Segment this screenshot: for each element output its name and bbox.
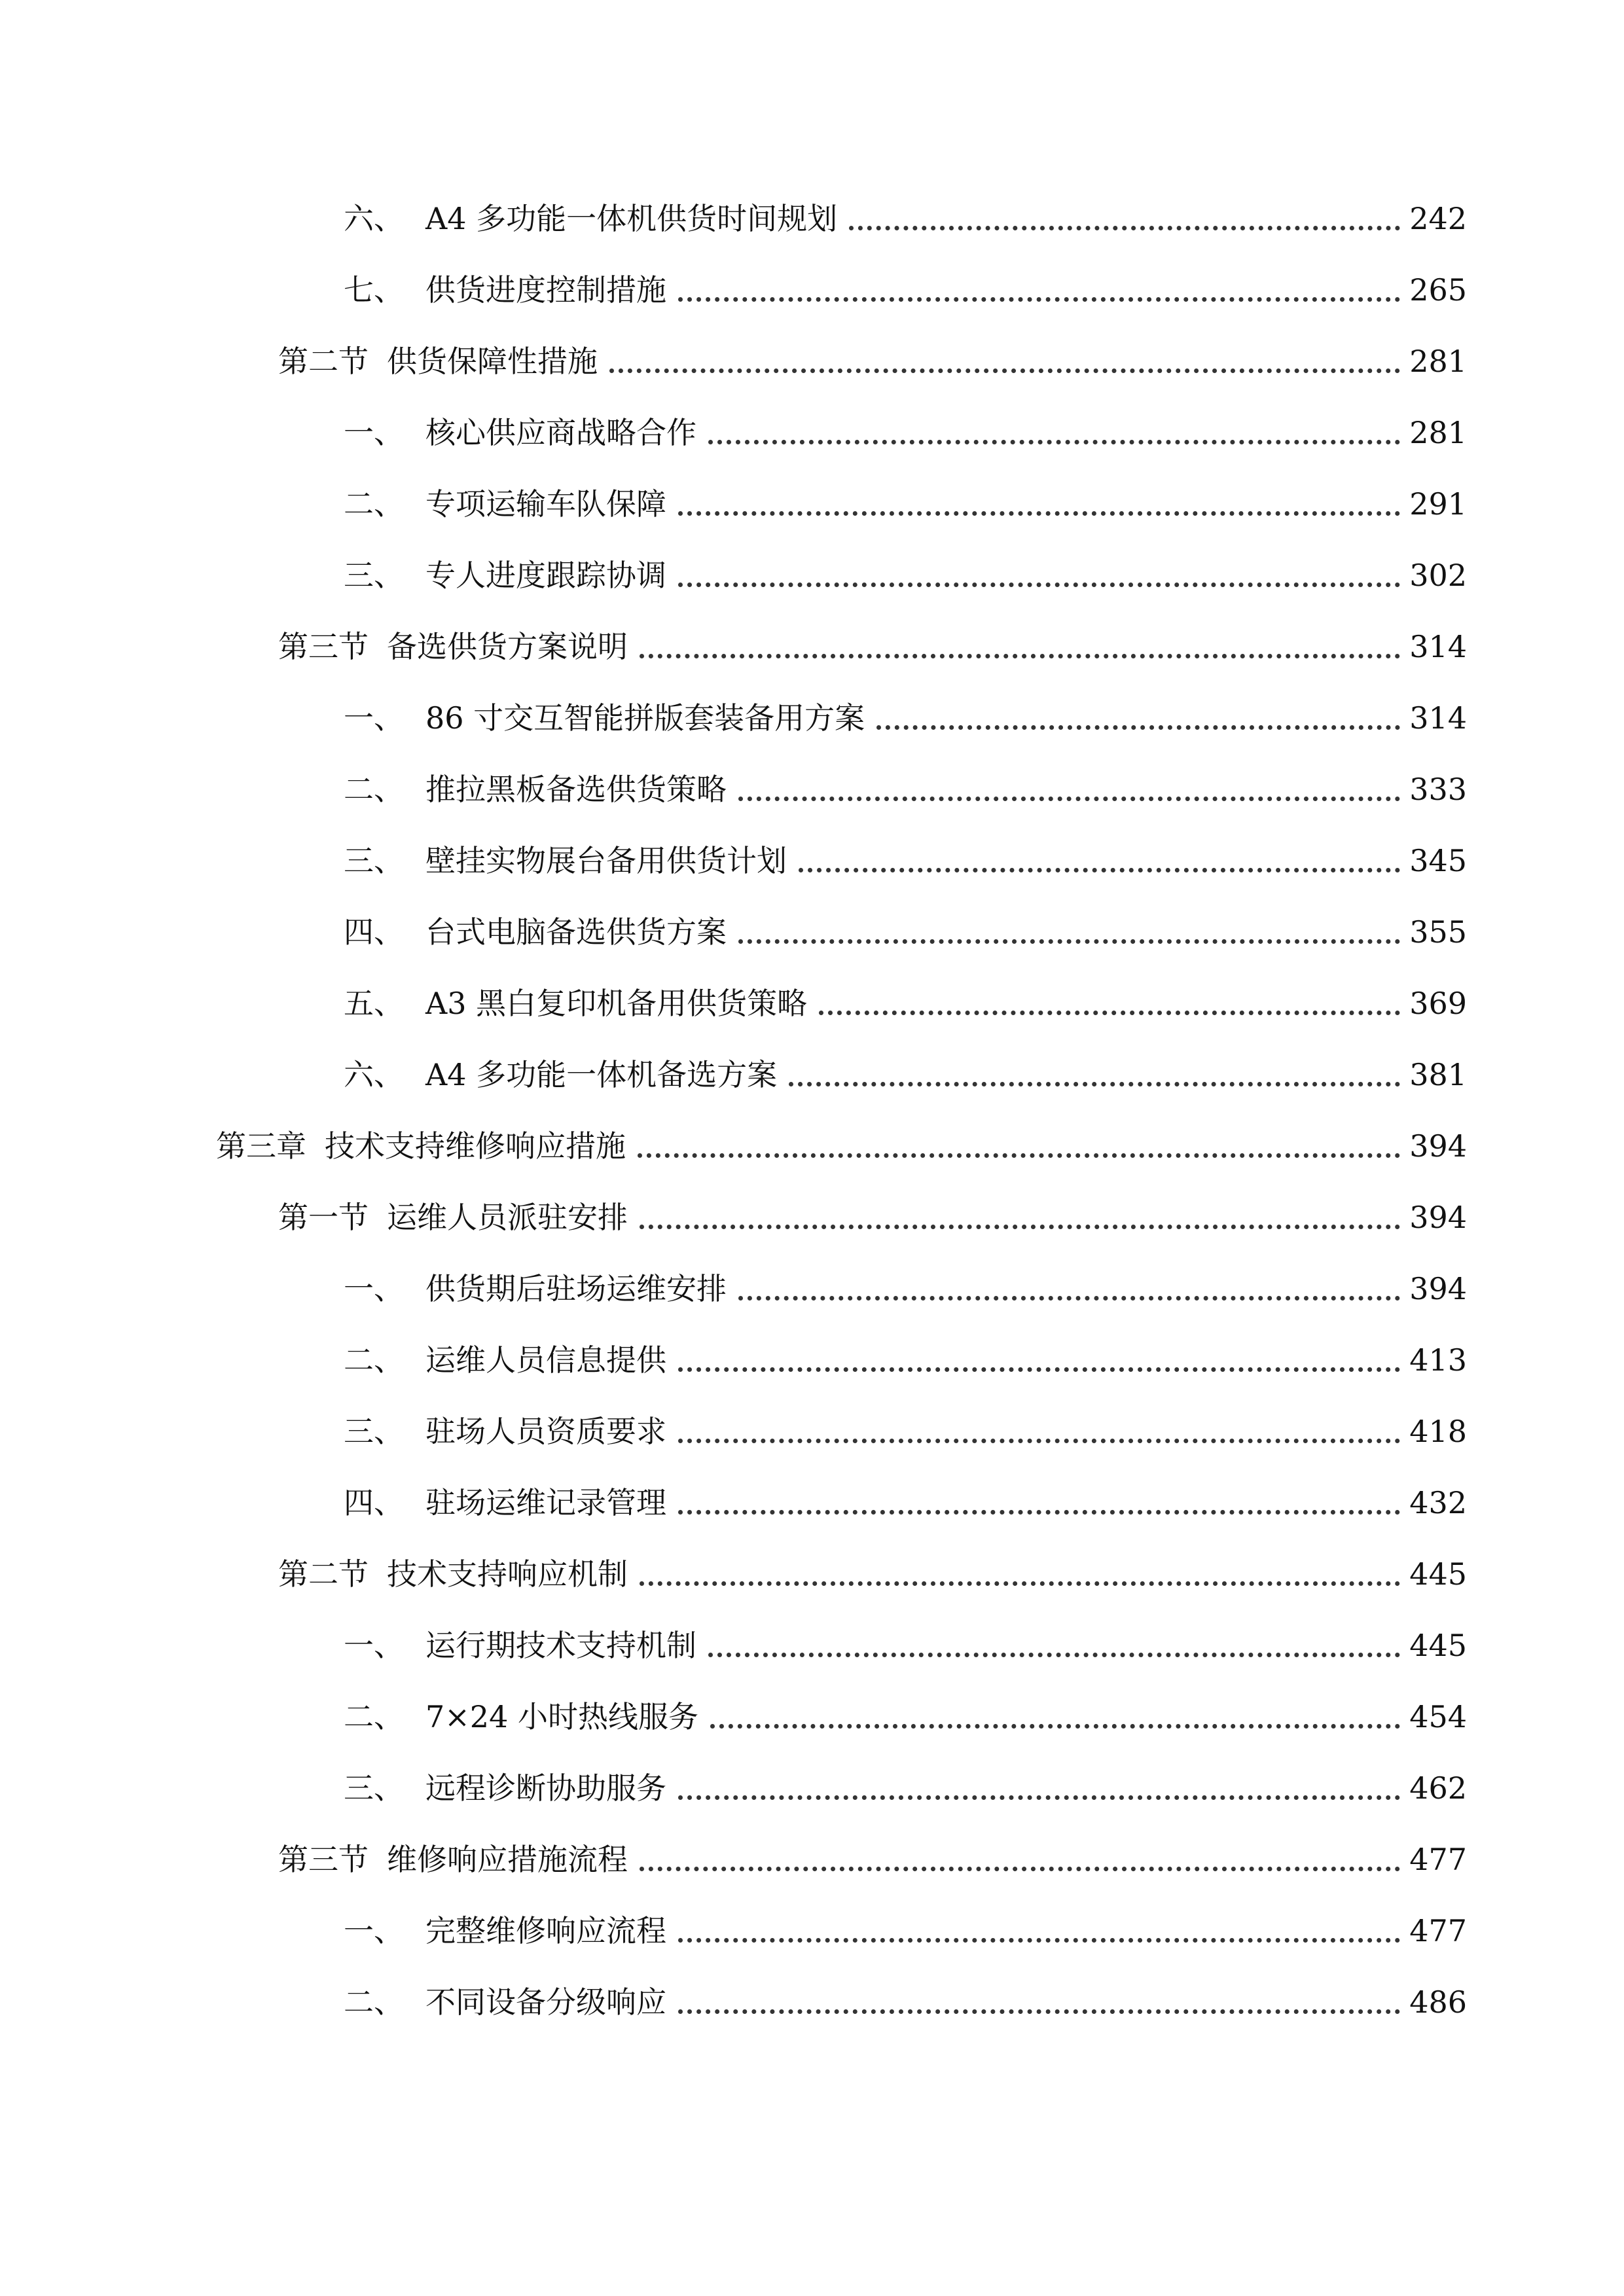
toc-entry-title: 推拉黑板备选供货策略 — [425, 772, 727, 807]
toc-entry-title: 不同设备分级响应 — [425, 1984, 666, 2020]
toc-entry-title: 7×24 小时热线服务 — [425, 1699, 698, 1734]
toc-entry-page: 369 — [1409, 986, 1467, 1021]
dot-leader — [678, 1938, 1400, 1943]
toc-entry-title: 核心供应商战略合作 — [425, 415, 696, 450]
toc-entry-page: 413 — [1409, 1342, 1467, 1378]
toc-entry-marker: 一、 — [344, 1628, 404, 1663]
toc-entry-title: 运行期技术支持机制 — [425, 1628, 696, 1663]
toc-entry-marker: 三、 — [344, 558, 404, 593]
toc-entry[interactable] — [344, 1905, 1467, 1957]
toc-entry[interactable] — [344, 834, 1467, 887]
toc-entry[interactable] — [344, 478, 1467, 530]
toc-entry-title: 技术支持维修响应措施 — [325, 1128, 626, 1164]
toc-entry-marker: 第二节 — [278, 1556, 369, 1592]
toc-entry[interactable] — [344, 1691, 1467, 1743]
toc-entry-page: 477 — [1409, 1842, 1467, 1877]
toc-entry[interactable] — [278, 620, 1467, 673]
dot-leader — [819, 1011, 1400, 1015]
toc-entry-marker: 二、 — [344, 486, 404, 522]
toc-entry-marker: 六、 — [344, 201, 404, 236]
toc-entry-title: 壁挂实物展台备用供货计划 — [425, 843, 787, 878]
dot-leader — [678, 583, 1400, 587]
toc-entry-page: 345 — [1409, 843, 1467, 878]
toc-entry-page: 445 — [1409, 1628, 1467, 1663]
toc-entry-page: 355 — [1409, 914, 1467, 950]
toc-entry[interactable] — [278, 335, 1467, 387]
toc-entry-marker: 四、 — [344, 914, 404, 950]
toc-entry-page: 333 — [1409, 772, 1467, 807]
toc-entry[interactable] — [344, 1405, 1467, 1458]
dot-leader — [738, 939, 1400, 944]
toc-entry-title: 维修响应措施流程 — [387, 1842, 628, 1877]
toc-entry-marker: 二、 — [344, 1699, 404, 1734]
dot-leader — [710, 1724, 1400, 1729]
toc-entry-title: 驻场运维记录管理 — [425, 1485, 666, 1520]
toc-entry[interactable] — [344, 1976, 1467, 2028]
toc-entry-page: 281 — [1409, 344, 1467, 379]
toc-entry-marker: 三、 — [344, 843, 404, 878]
toc-entry-marker: 三、 — [344, 1770, 404, 1806]
toc-entry-page: 314 — [1409, 700, 1467, 736]
toc-entry-page: 477 — [1409, 1913, 1467, 1948]
toc-entry-marker: 一、 — [344, 1913, 404, 1948]
dot-leader — [678, 1795, 1400, 1800]
toc-entry-page: 291 — [1409, 486, 1467, 522]
toc-entry-marker: 五、 — [344, 986, 404, 1021]
toc-entry-page: 394 — [1409, 1271, 1467, 1306]
toc-entry-page: 462 — [1409, 1770, 1467, 1806]
toc-entry-title: 专项运输车队保障 — [425, 486, 666, 522]
toc-entry-marker: 二、 — [344, 1342, 404, 1378]
toc-entry-title: 供货保障性措施 — [387, 344, 598, 379]
toc-entry-page: 265 — [1409, 272, 1467, 308]
toc-entry[interactable] — [344, 549, 1467, 601]
toc-entry-title: 86 寸交互智能拼版套装备用方案 — [425, 700, 865, 736]
toc-entry-marker: 四、 — [344, 1485, 404, 1520]
toc-entry-title: 供货期后驻场运维安排 — [425, 1271, 727, 1306]
toc-entry-marker: 六、 — [344, 1057, 404, 1092]
toc-entry-page: 302 — [1409, 558, 1467, 593]
toc-entry[interactable] — [344, 1263, 1467, 1315]
toc-entry-marker: 第三节 — [278, 1842, 369, 1877]
toc-entry-marker: 三、 — [344, 1414, 404, 1449]
toc-entry[interactable] — [278, 1833, 1467, 1886]
dot-leader — [640, 1581, 1400, 1586]
toc-entry-page: 381 — [1409, 1057, 1467, 1092]
dot-leader — [678, 2009, 1400, 2014]
toc-entry-marker: 二、 — [344, 772, 404, 807]
toc-entry-title: 驻场人员资质要求 — [425, 1414, 666, 1449]
toc-entry[interactable] — [344, 192, 1467, 245]
toc-entry-title: 供货进度控制措施 — [425, 272, 666, 308]
dot-leader — [849, 226, 1400, 230]
dot-leader — [789, 1082, 1400, 1086]
dot-leader — [678, 1439, 1400, 1443]
dot-leader — [708, 440, 1400, 444]
toc-entry-title: 运维人员信息提供 — [425, 1342, 666, 1378]
toc-entry-marker: 一、 — [344, 415, 404, 450]
toc-entry-title: A3 黑白复印机备用供货策略 — [425, 986, 808, 1021]
toc-entry-page: 242 — [1409, 201, 1467, 236]
dot-leader — [799, 868, 1400, 872]
toc-entry[interactable] — [278, 1548, 1467, 1600]
toc-entry[interactable] — [344, 1477, 1467, 1529]
toc-entry-title: A4 多功能一体机备选方案 — [425, 1057, 778, 1092]
toc-entry-marker: 第三章 — [216, 1128, 306, 1164]
toc-entry-page: 394 — [1409, 1128, 1467, 1164]
toc-entry[interactable] — [344, 1619, 1467, 1672]
dot-leader — [738, 797, 1400, 801]
toc-entry-marker: 一、 — [344, 1271, 404, 1306]
dot-leader — [640, 654, 1400, 658]
toc-entry-page: 281 — [1409, 415, 1467, 450]
toc-entry[interactable] — [344, 1762, 1467, 1814]
toc-entry-marker: 七、 — [344, 272, 404, 308]
toc-entry[interactable] — [344, 692, 1467, 744]
dot-leader — [640, 1867, 1400, 1871]
toc-entry-page: 445 — [1409, 1556, 1467, 1592]
dot-leader — [708, 1653, 1400, 1657]
dot-leader — [876, 725, 1400, 730]
toc-entry[interactable] — [344, 763, 1467, 816]
dot-leader — [638, 1153, 1400, 1158]
toc-entry-title: 运维人员派驻安排 — [387, 1200, 628, 1235]
dot-leader — [678, 1510, 1400, 1515]
toc-entry-page: 394 — [1409, 1200, 1467, 1235]
toc-entry-title: 完整维修响应流程 — [425, 1913, 666, 1948]
toc-entry-title: 台式电脑备选供货方案 — [425, 914, 727, 950]
dot-leader — [738, 1296, 1400, 1300]
toc-entry-page: 486 — [1409, 1984, 1467, 2020]
toc-entry[interactable] — [278, 1191, 1467, 1244]
toc-entry-marker: 一、 — [344, 700, 404, 736]
toc-entry-page: 454 — [1409, 1699, 1467, 1734]
dot-leader — [678, 297, 1400, 302]
toc-entry-title: A4 多功能一体机供货时间规划 — [425, 201, 838, 236]
toc-entry[interactable] — [344, 906, 1467, 958]
toc-entry-marker: 第三节 — [278, 629, 369, 664]
toc-entry[interactable] — [344, 1049, 1467, 1101]
toc-entry-page: 314 — [1409, 629, 1467, 664]
toc-entry-page: 432 — [1409, 1485, 1467, 1520]
dot-leader — [609, 368, 1400, 373]
toc-entry-title: 远程诊断协助服务 — [425, 1770, 666, 1806]
toc-entry-title: 技术支持响应机制 — [387, 1556, 628, 1592]
toc-entry[interactable] — [344, 406, 1467, 459]
dot-leader — [640, 1225, 1400, 1229]
dot-leader — [678, 1367, 1400, 1372]
toc-entry-title: 备选供货方案说明 — [387, 629, 628, 664]
toc-entry[interactable] — [216, 1120, 1467, 1172]
toc-entry-marker: 第一节 — [278, 1200, 369, 1235]
toc-entry[interactable] — [344, 264, 1467, 316]
toc-entry-title: 专人进度跟踪协调 — [425, 558, 666, 593]
toc-entry[interactable] — [344, 1334, 1467, 1386]
toc-entry-marker: 二、 — [344, 1984, 404, 2020]
toc-entry[interactable] — [344, 977, 1467, 1030]
dot-leader — [678, 511, 1400, 516]
toc-entry-page: 418 — [1409, 1414, 1467, 1449]
toc-entry-marker: 第二节 — [278, 344, 369, 379]
